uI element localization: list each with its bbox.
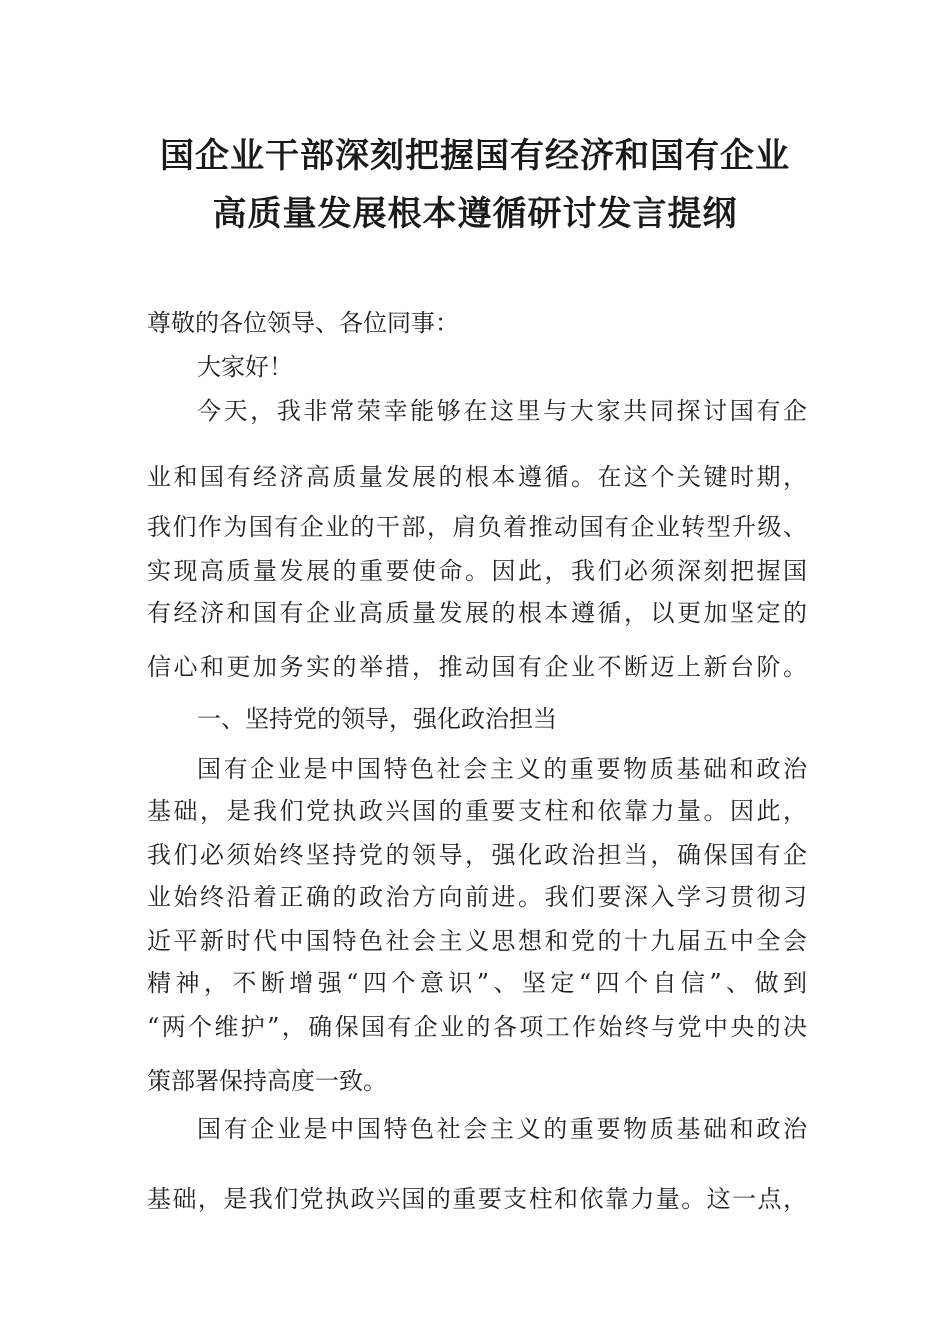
paragraph-line: 我们作为国有企业的干部，肩负着推动国有企业转型升级、 bbox=[147, 513, 807, 541]
paragraph-line: 业和国有经济高质量发展的根本遵循。在这个关键时期， bbox=[147, 463, 807, 491]
paragraph-line: 我们必须始终坚持党的领导，强化政治担当，确保国有企 bbox=[147, 841, 807, 869]
paragraph-line: 国有企业是中国特色社会主义的重要物质基础和政治 bbox=[197, 1115, 807, 1143]
section-heading: 一、坚持党的领导，强化政治担当 bbox=[197, 705, 557, 733]
paragraph-line: 信心和更加务实的举措，推动国有企业不断迈上新台阶。 bbox=[147, 653, 807, 681]
paragraph-line: 业始终沿着正确的政治方向前进。我们要深入学习贯彻习 bbox=[147, 883, 807, 911]
document-title-line-1: 国企业干部深刻把握国有经济和国有企业 bbox=[160, 136, 790, 176]
paragraph-line: 精神，不断增强“四个意识”、坚定“四个自信”、做到 bbox=[147, 969, 807, 997]
paragraph-line: 实现高质量发展的重要使命。因此，我们必须深刻把握国 bbox=[147, 557, 807, 585]
greeting: 大家好！ bbox=[197, 353, 293, 381]
paragraph-line: 近平新时代中国特色社会主义思想和党的十九届五中全会 bbox=[147, 927, 807, 955]
paragraph-line: 基础，是我们党执政兴国的重要支柱和依靠力量。因此， bbox=[147, 797, 807, 825]
paragraph-line: 基础，是我们党执政兴国的重要支柱和依靠力量。这一点， bbox=[147, 1185, 807, 1213]
paragraph-line: 今天，我非常荣幸能够在这里与大家共同探讨国有企 bbox=[197, 397, 807, 425]
paragraph-line: 策部署保持高度一致。 bbox=[147, 1067, 387, 1095]
paragraph-line: 国有企业是中国特色社会主义的重要物质基础和政治 bbox=[197, 755, 807, 783]
paragraph-line: 有经济和国有企业高质量发展的根本遵循，以更加坚定的 bbox=[147, 599, 807, 627]
paragraph-line: “两个维护”，确保国有企业的各项工作始终与党中央的决 bbox=[147, 1013, 807, 1041]
document-title-line-2: 高质量发展根本遵循研讨发言提纲 bbox=[212, 194, 738, 234]
salutation: 尊敬的各位领导、各位同事： bbox=[147, 309, 459, 337]
